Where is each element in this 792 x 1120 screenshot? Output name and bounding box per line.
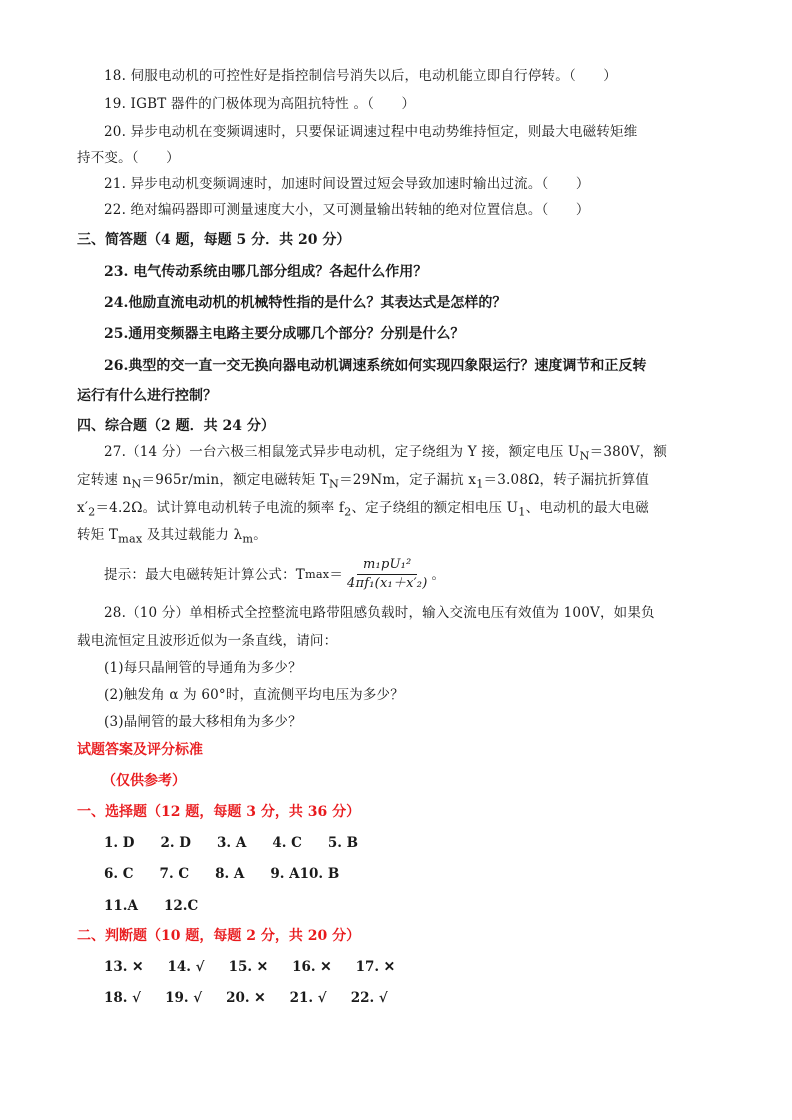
question-25: 25.通用变频器主电路主要分成哪几个部分？分别是什么？ bbox=[104, 326, 465, 342]
answer-item: 2. D bbox=[160, 835, 192, 851]
answer-item: 13. ✕ bbox=[104, 959, 144, 975]
formula-denominator: 4πf₁(x₁＋x′₂) bbox=[347, 576, 428, 591]
q27-sub-a: N bbox=[579, 449, 590, 463]
question-23: 23. 电气传动系统由哪几部分组成？各起什么作用？ bbox=[104, 264, 428, 280]
question-28-line1: 28.（10 分）单相桥式全控整流电路带阻感负载时，输入交流电压有效值为 100V，如果负 bbox=[104, 605, 655, 621]
q27-l3-c: 、定子绕组的额定相电压 U bbox=[351, 500, 519, 516]
q27-l2-sub-c: 1 bbox=[476, 477, 484, 491]
formula-fraction bbox=[347, 556, 427, 593]
question-28-sub2: (2)触发角 α 为 60°时，直流侧平均电压为多少？ bbox=[104, 687, 404, 703]
question-27-line1 bbox=[104, 442, 667, 467]
answer-item: 21. √ bbox=[289, 990, 327, 1006]
answer-item: 20. ✕ bbox=[226, 990, 266, 1006]
answer-item: 9. A10. B bbox=[270, 866, 340, 882]
question-28-line2: 载电流恒定且波形近似为一条直线，请问： bbox=[77, 633, 338, 649]
question-26-line1: 26.典型的交一直一交无换向器电动机调速系统如何实现四象限运行？速度调节和正反转 bbox=[104, 358, 647, 374]
formula-hint bbox=[104, 556, 445, 593]
q27-l3-a: x′ bbox=[77, 500, 89, 516]
question-20-line2: 持不变。（ ） bbox=[77, 150, 180, 166]
q27-l3-b: ＝4.2Ω。试计算电动机转子电流的频率 f bbox=[95, 500, 345, 516]
answer-item: 3. A bbox=[217, 835, 247, 851]
question-28-sub3: (3)晶闸管的最大移相角为多少？ bbox=[104, 714, 302, 730]
choice-answers-row-3 bbox=[104, 896, 224, 916]
answer-item: 1. D bbox=[104, 835, 135, 851]
section-heading-short-answer: 三、简答题（4 题，每题 5 分．共 20 分） bbox=[77, 232, 351, 248]
answer-item: 16. ✕ bbox=[292, 959, 332, 975]
q27-l2-sub-b: N bbox=[329, 477, 340, 491]
answer-item: 6. C bbox=[104, 866, 134, 882]
answer-item: 22. √ bbox=[350, 990, 388, 1006]
question-21: 21. 异步电动机变频调速时，加速时间设置过短会导致加速时输出过流。（ ） bbox=[104, 176, 590, 192]
judge-answers-row-1 bbox=[104, 957, 419, 977]
hint-sub: max bbox=[305, 567, 330, 581]
q27-text-a: 27.（14 分）一台六极三相鼠笼式异步电动机，定子绕组为 Y 接，额定电压 U bbox=[104, 444, 580, 460]
answer-item: 14. √ bbox=[167, 959, 205, 975]
q27-l2-b: ＝965r/min，额定电磁转矩 T bbox=[141, 472, 330, 488]
q27-text-b: ＝380V，额 bbox=[589, 444, 668, 460]
question-28-sub1: (1)每只晶闸管的导通角为多少？ bbox=[104, 660, 302, 676]
answer-item: 18. √ bbox=[104, 990, 142, 1006]
question-27-line2 bbox=[77, 470, 649, 495]
answer-item: 4. C bbox=[272, 835, 302, 851]
formula-numerator: m₁pU₁² bbox=[357, 556, 417, 575]
answers-judge-heading: 二、判断题（10 题，每题 2 分，共 20 分） bbox=[77, 928, 361, 944]
q27-l3-sub-a: 2 bbox=[88, 505, 96, 519]
answer-item: 11.A bbox=[104, 898, 138, 914]
q27-l4-b: 及其过载能力 λ bbox=[142, 527, 243, 543]
q27-l2-sub-a: N bbox=[131, 477, 142, 491]
judge-answers-row-2 bbox=[104, 988, 412, 1008]
q27-l2-a: 定转速 n bbox=[77, 472, 132, 488]
q27-l4-c: 。 bbox=[253, 527, 267, 543]
answer-item: 19. √ bbox=[165, 990, 203, 1006]
answer-item: 7. C bbox=[159, 866, 190, 882]
question-27-line4 bbox=[77, 525, 267, 550]
question-20-line1: 20. 异步电动机在变频调速时，只要保证调速过程中电动势维持恒定，则最大电磁转矩维 bbox=[104, 124, 638, 140]
q27-l4-sub-a: max bbox=[118, 532, 143, 546]
answer-item: 17. ✕ bbox=[355, 959, 396, 975]
hint-eq: ＝ bbox=[329, 566, 344, 583]
choice-answers-row-2 bbox=[104, 864, 365, 884]
q27-l3-d: 、电动机的最大电磁 bbox=[525, 500, 649, 516]
question-24: 24.他励直流电动机的机械特性指的是什么？其表达式是怎样的？ bbox=[104, 295, 507, 311]
answer-item: 15. ✕ bbox=[228, 959, 269, 975]
answer-item: 5. B bbox=[327, 835, 359, 851]
question-19: 19. IGBT 器件的门极体现为高阻抗特性 。（ ） bbox=[104, 96, 416, 112]
question-27-line3 bbox=[77, 498, 649, 523]
q27-l2-c: ＝29Nm，定子漏抗 x bbox=[339, 472, 477, 488]
answer-item: 12.C bbox=[163, 898, 199, 914]
q27-l3-sub-b: 2 bbox=[344, 505, 352, 519]
q27-l3-sub-c: 1 bbox=[518, 505, 526, 519]
answers-note: （仅供参考） bbox=[102, 773, 186, 789]
question-18: 18. 伺服电动机的可控性好是指控制信号消失以后，电动机能立即自行停转。（ ） bbox=[104, 68, 618, 84]
question-22: 22. 绝对编码器即可测量速度大小，又可测量输出转轴的绝对位置信息。（ ） bbox=[104, 202, 590, 218]
hint-end: 。 bbox=[431, 566, 446, 583]
choice-answers-row-1 bbox=[104, 833, 384, 853]
q27-l4-sub-b: m bbox=[242, 532, 254, 546]
question-26-line2: 运行有什么进行控制？ bbox=[77, 388, 217, 404]
answers-title: 试题答案及评分标准 bbox=[77, 742, 203, 758]
answers-choice-heading: 一、选择题（12 题，每题 3 分，共 36 分） bbox=[77, 804, 361, 820]
q27-l2-d: ＝3.08Ω，转子漏抗折算值 bbox=[483, 472, 650, 488]
section-heading-comprehensive: 四、综合题（2 题．共 24 分） bbox=[77, 418, 275, 434]
answer-item: 8. A bbox=[215, 866, 245, 882]
hint-label: 提示：最大电磁转矩计算公式：T bbox=[104, 566, 306, 583]
q27-l4-a: 转矩 T bbox=[77, 527, 119, 543]
